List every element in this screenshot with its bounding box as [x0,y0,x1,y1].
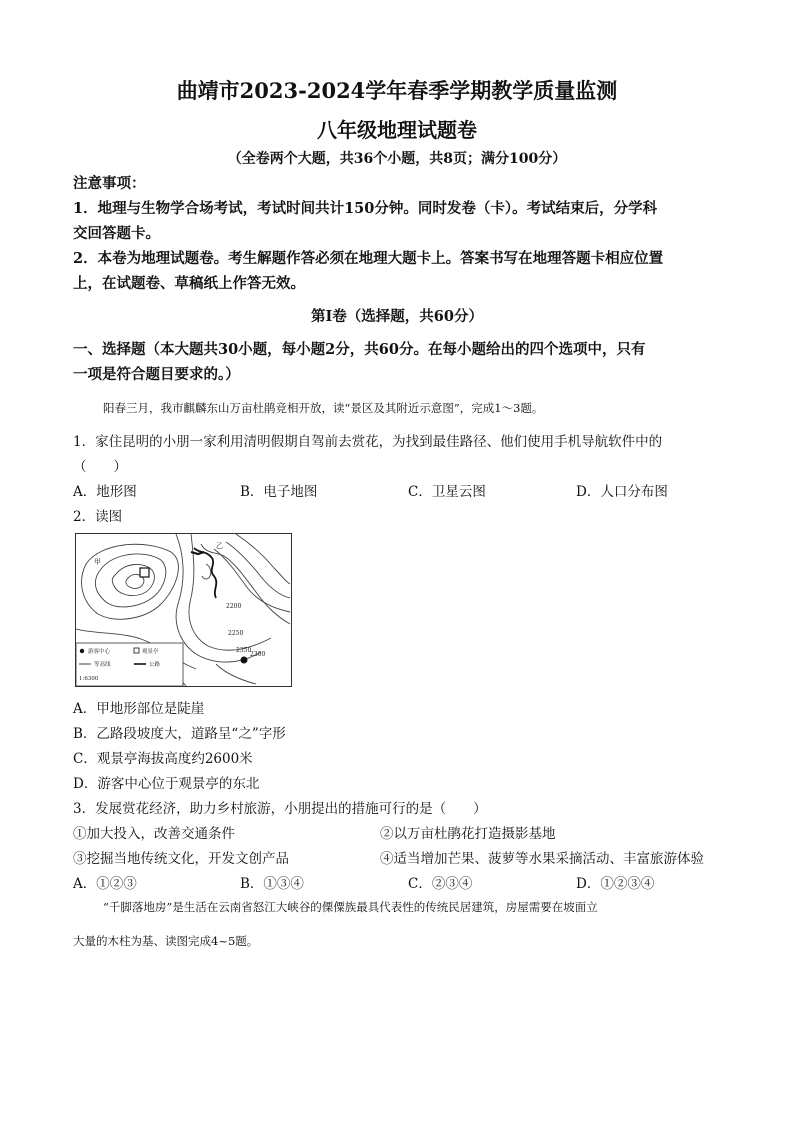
contour-label-2300: 2300 [250,651,266,658]
section-instructions-line-2: 一项是符合题目要求的。） [73,366,240,383]
map-label-yi: 乙 [216,542,223,550]
q3-option-d: D．①②③④ [576,876,655,892]
map-scale: 1:6300 [79,676,99,682]
q3-measure-1: ①加大投入，改善交通条件 [73,826,235,842]
passage-1: 阳春三月，我市麒麟东山万亩杜鹃竞相开放，读“景区及其附近示意图”，完成1～3题。 [103,401,544,415]
q1-stem-line-2: （ ） [73,459,127,475]
legend-visitor-center: 游客中心 [88,649,111,655]
notice-item-1-line-2: 交回答题卡。 [73,225,160,242]
exam-scope-note: （全卷两个大题，共36个小题，共8页；满分100分） [227,151,567,167]
q1-option-c: C．卫星云图 [408,484,486,500]
q3-measure-2: ②以万亩杜鹃花打造摄影基地 [380,826,556,842]
notice-item-2-line-1: 2．本卷为地理试题卷。考生解题作答必须在地理大题卡上。答案书写在地理答题卡相应位置 [73,250,664,267]
q1-option-a: A．地形图 [73,484,137,500]
q3-stem: 3．发展赏花经济，助力乡村旅游，小朋提出的措施可行的是（ ） [73,801,487,817]
contour-label-2200: 2200 [226,603,242,610]
q2-option-c: C．观景亭海拔高度约2600米 [73,751,253,767]
q1-stem-line-1: 1．家住昆明的小朋一家利用清明假期自驾前去赏花，为找到最佳路径、他们使用手机导航软件中的 [73,434,663,450]
visitor-center-marker [241,657,248,664]
legend-road: 公路 [149,662,161,668]
contour-label-2350: 2350 [236,647,252,654]
q2-option-b: B．乙路段坡度大，道路呈“之”字形 [73,726,286,742]
q1-option-b: B．电子地图 [240,484,318,500]
contour-label-2250: 2250 [228,630,244,637]
section-instructions-line-1: 一、选择题（本大题共30小题，每小题2分，共60分。在每小题给出的四个选项中，只有 [73,341,646,358]
passage-2-line-1: “千脚落地房”是生活在云南省怒江大峡谷的傈僳族最具代表性的传统民居建筑，房屋需要在坡面立 [103,900,598,914]
q2-stem: 2．读图 [73,509,123,525]
q3-measure-3: ③挖掘当地传统文化，开发文创产品 [73,851,289,867]
passage-2-line-2: 大量的木柱为基、读图完成4~5题。 [73,934,259,948]
contour-map-graphic [76,534,291,686]
notice-heading: 注意事项： [73,175,146,192]
exam-subtitle: 八年级地理试题卷 [317,118,477,142]
legend-contour: 等高线 [94,662,111,668]
q3-option-a: A．①②③ [73,876,137,892]
map-label-jia: 甲 [94,558,101,566]
q2-option-d: D．游客中心位于观景亭的东北 [73,776,260,792]
section-heading: 第Ⅰ卷（选择题，共60分） [311,308,483,325]
pavilion-marker [140,568,149,577]
q3-measure-4: ④适当增加芒果、菠萝等水果采摘活动、丰富旅游体验 [380,851,704,867]
scenic-area-map [75,533,292,687]
notice-item-1-line-1: 1．地理与生物学合场考试，考试时间共计150分钟。同时发卷（卡）。考试结束后，分学科 [73,200,658,217]
notice-item-2-line-2: 上，在试题卷、草稿纸上作答无效。 [73,275,305,292]
q2-option-a: A．甲地形部位是陡崖 [73,701,205,717]
q3-option-c: C．②③④ [408,876,473,892]
q1-option-d: D．人口分布图 [576,484,668,500]
legend-pavilion: 观景亭 [142,649,159,655]
exam-title: 曲靖市2023-2024学年春季学期教学质量监测 [176,78,618,103]
q3-option-b: B．①③④ [240,876,304,892]
